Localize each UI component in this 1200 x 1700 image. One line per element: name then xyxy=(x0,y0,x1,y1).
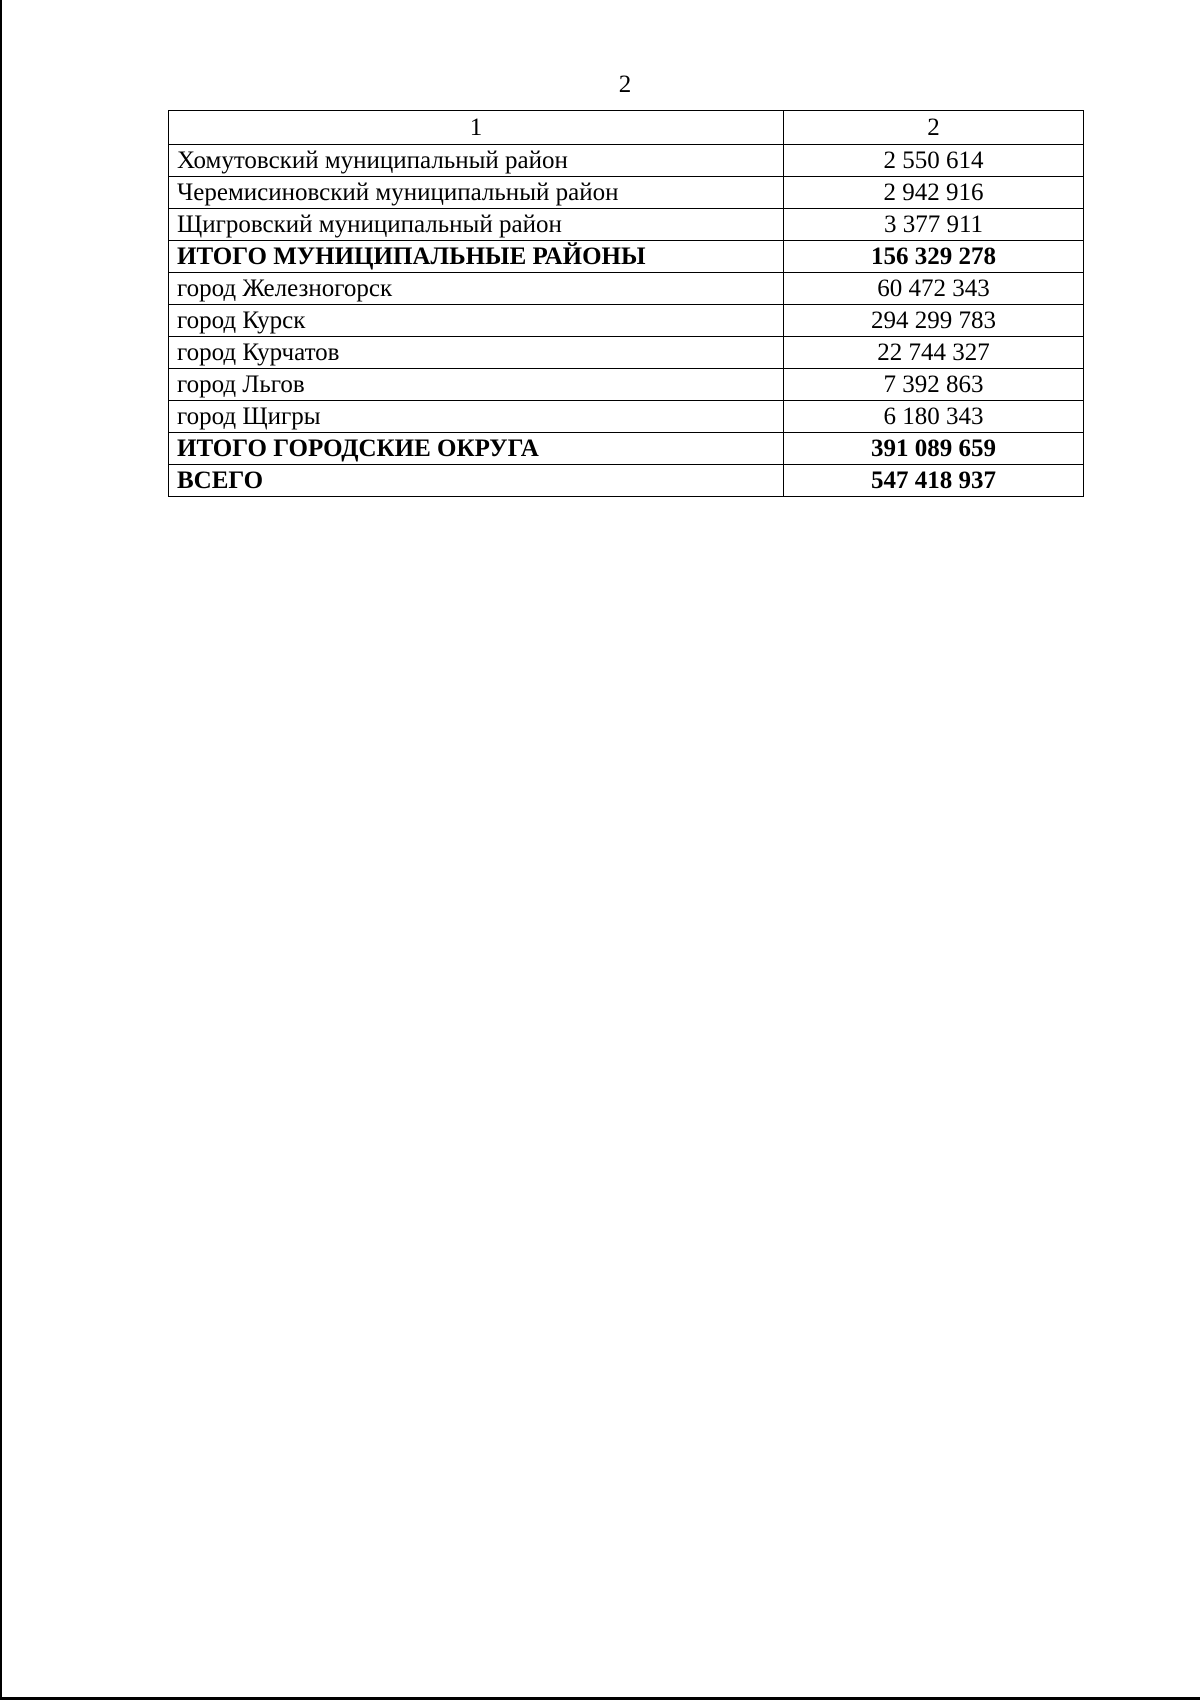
subtotal-row-districts xyxy=(169,241,1084,273)
table-header-row xyxy=(169,111,1084,145)
table-row xyxy=(169,177,1084,209)
row-value: 2 942 916 xyxy=(784,177,1084,209)
row-name: ВСЕГО xyxy=(169,465,784,497)
row-name: город Железногорск xyxy=(169,273,784,305)
row-name: ИТОГО ГОРОДСКИЕ ОКРУГА xyxy=(169,433,784,465)
budget-table xyxy=(168,110,1084,497)
grand-total-row xyxy=(169,465,1084,497)
row-name: Черемисиновский муниципальный район xyxy=(169,177,784,209)
row-name: ИТОГО МУНИЦИПАЛЬНЫЕ РАЙОНЫ xyxy=(169,241,784,273)
budget-table-container xyxy=(168,110,1083,497)
row-value: 391 089 659 xyxy=(784,433,1084,465)
row-name: Хомутовский муниципальный район xyxy=(169,145,784,177)
subtotal-row-city-districts xyxy=(169,433,1084,465)
table-row xyxy=(169,369,1084,401)
row-value: 60 472 343 xyxy=(784,273,1084,305)
row-value: 7 392 863 xyxy=(784,369,1084,401)
table-row xyxy=(169,145,1084,177)
page-number: 2 xyxy=(618,71,632,98)
row-value: 6 180 343 xyxy=(784,401,1084,433)
row-value: 156 329 278 xyxy=(784,241,1084,273)
table-row xyxy=(169,209,1084,241)
scan-left-edge xyxy=(0,0,2,1700)
row-value: 3 377 911 xyxy=(784,209,1084,241)
row-name: город Щигры xyxy=(169,401,784,433)
row-name: Щигровский муниципальный район xyxy=(169,209,784,241)
row-name: город Льгов xyxy=(169,369,784,401)
table-row xyxy=(169,305,1084,337)
row-name: город Курск xyxy=(169,305,784,337)
table-row xyxy=(169,401,1084,433)
header-column-1: 1 xyxy=(169,111,784,145)
header-column-2: 2 xyxy=(784,111,1084,145)
table-row xyxy=(169,273,1084,305)
row-value: 294 299 783 xyxy=(784,305,1084,337)
row-value: 2 550 614 xyxy=(784,145,1084,177)
row-value: 547 418 937 xyxy=(784,465,1084,497)
row-name: город Курчатов xyxy=(169,337,784,369)
table-row xyxy=(169,337,1084,369)
row-value: 22 744 327 xyxy=(784,337,1084,369)
